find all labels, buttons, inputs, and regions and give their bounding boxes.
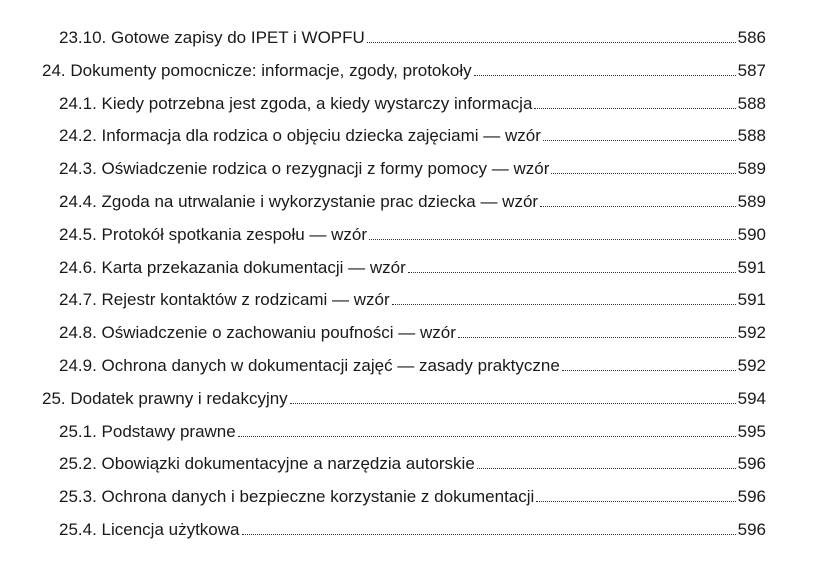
toc-dot-leader [562, 370, 736, 371]
toc-entry[interactable] [42, 350, 766, 383]
toc-dot-leader [408, 272, 736, 273]
toc-entry-title: 25.3. Ochrona danych i bezpieczne korzystanie z dokumentacji [59, 487, 535, 507]
toc-page-number: 591 [737, 290, 766, 310]
toc-entry-title: 24.9. Ochrona danych w dokumentacji zajęć — zasady praktyczne [59, 355, 560, 375]
toc-dot-leader [551, 173, 735, 174]
toc-entry[interactable] [42, 448, 766, 481]
toc-entry[interactable] [42, 22, 766, 55]
toc-entry[interactable] [42, 88, 766, 121]
toc-dot-leader [536, 501, 735, 502]
toc-page-number: 596 [737, 487, 766, 507]
toc-page-number: 596 [737, 519, 766, 539]
toc-dot-leader [540, 206, 736, 207]
toc-entry-title: 24. Dokumenty pomocnicze: informacje, zgody, protokoły [42, 60, 472, 80]
toc-page-number: 592 [737, 355, 766, 375]
toc-dot-leader [290, 403, 736, 404]
toc-dot-leader [534, 108, 735, 109]
toc-dot-leader [238, 436, 736, 437]
toc-dot-leader [474, 75, 736, 76]
toc-entry-title: 25. Dodatek prawny i redakcyjny [42, 388, 288, 408]
toc-entry-title: 24.6. Karta przekazania dokumentacji — wzór [59, 257, 406, 277]
toc-entry[interactable] [42, 416, 766, 449]
toc-entry-title: 24.5. Protokół spotkania zespołu — wzór [59, 224, 368, 244]
toc-dot-leader [543, 140, 736, 141]
toc-entry-title: 24.4. Zgoda na utrwalanie i wykorzystanie prac dziecka — wzór [59, 191, 539, 211]
toc-page-number: 589 [737, 191, 766, 211]
toc-entry[interactable] [42, 153, 766, 186]
toc-entry[interactable] [42, 514, 766, 547]
toc-dot-leader [458, 337, 736, 338]
toc-entry[interactable] [42, 252, 766, 285]
toc-page-number: 594 [737, 388, 766, 408]
toc-entry[interactable] [42, 383, 766, 416]
toc-page-number: 588 [737, 93, 766, 113]
toc-entry-title: 24.1. Kiedy potrzebna jest zgoda, a kiedy wystarczy informacja [59, 93, 533, 113]
toc-page-number: 590 [737, 224, 766, 244]
toc-dot-leader [367, 42, 736, 43]
toc-entry-title: 24.8. Oświadczenie o zachowaniu poufności — wzór [59, 323, 456, 343]
toc-entry-title: 24.2. Informacja dla rodzica o objęciu dziecka zajęciami — wzór [59, 126, 541, 146]
toc-page-number: 586 [737, 28, 766, 47]
toc-page-number: 596 [737, 454, 766, 474]
toc-dot-leader [369, 239, 736, 240]
table-of-contents [42, 22, 766, 547]
toc-page-number: 595 [737, 421, 766, 441]
toc-page-number: 592 [737, 323, 766, 343]
toc-entry-title: 25.2. Obowiązki dokumentacyjne a narzędzia autorskie [59, 454, 475, 474]
toc-dot-leader [392, 304, 736, 305]
toc-page-number: 591 [737, 257, 766, 277]
toc-page-number: 587 [737, 60, 766, 80]
toc-page-number: 589 [737, 159, 766, 179]
toc-entry-title: 25.1. Podstawy prawne [59, 421, 236, 441]
toc-dot-leader [477, 468, 736, 469]
toc-entry-title: 25.4. Licencja użytkowa [59, 519, 240, 539]
toc-entry[interactable] [42, 317, 766, 350]
toc-entry[interactable] [42, 120, 766, 153]
toc-entry-title: 24.3. Oświadczenie rodzica o rezygnacji z formy pomocy — wzór [59, 159, 550, 179]
toc-entry-title: 24.7. Rejestr kontaktów z rodzicami — wzór [59, 290, 390, 310]
toc-entry[interactable] [42, 481, 766, 514]
toc-entry[interactable] [42, 186, 766, 219]
toc-entry[interactable] [42, 55, 766, 88]
toc-entry[interactable] [42, 284, 766, 317]
toc-entry[interactable] [42, 219, 766, 252]
toc-dot-leader [242, 534, 736, 535]
toc-entry-title: 23.10. Gotowe zapisy do IPET i WOPFU [59, 28, 365, 47]
toc-page-number: 588 [737, 126, 766, 146]
